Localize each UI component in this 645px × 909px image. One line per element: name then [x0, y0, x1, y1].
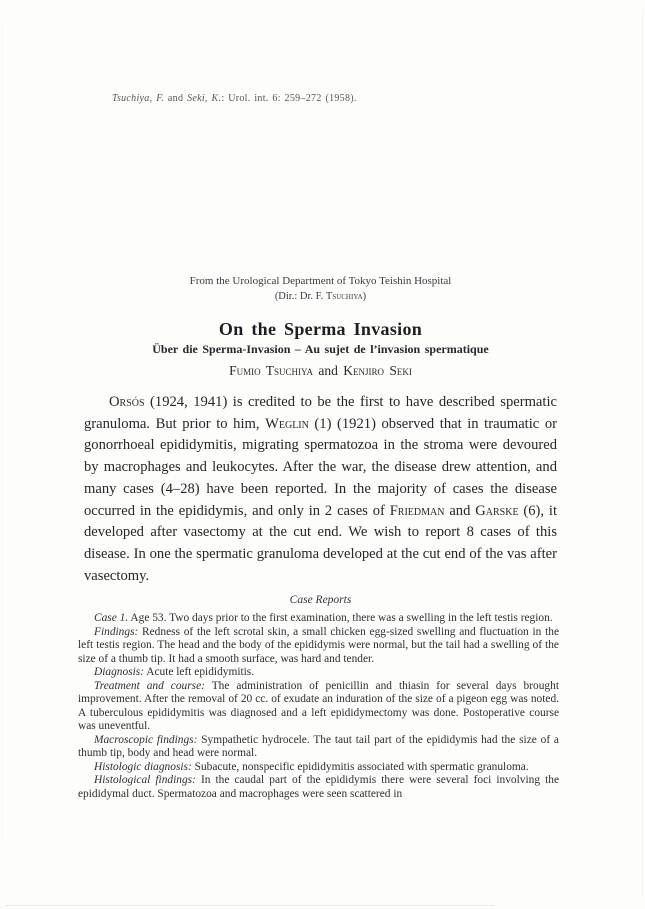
page-edge-artifact-right	[642, 10, 643, 897]
text-segment: Seki, K.	[187, 93, 222, 104]
paragraph-text: Acute left epididymitis.	[144, 666, 255, 679]
case-paragraph	[78, 612, 559, 626]
paragraph-lead: Findings:	[94, 625, 139, 638]
paragraph-lead: Treatment and course:	[94, 679, 205, 692]
intro-paragraph	[84, 392, 557, 587]
paragraph-lead: Diagnosis:	[94, 666, 144, 679]
paragraph-text: Age 53. Two days prior to the first examination, there was a swelling in the left testis region.	[128, 612, 553, 625]
paragraph-text: Redness of the left scrotal skin, a small chicken egg-sized swelling and fluctuation in the left testis region. The head and the body of the epididymis were normal, but the tail had a swelling of the size of a thumb tip. It had a smooth surface, was hard and tender.	[78, 625, 559, 665]
paragraph-lead: Macroscopic findings:	[94, 733, 198, 746]
section-heading-case-reports: Case Reports	[289, 594, 352, 607]
affiliation-block	[84, 274, 557, 304]
page-edge-artifact-left	[2, 25, 3, 839]
case-paragraph	[78, 626, 559, 667]
text-segment: and	[444, 502, 476, 519]
case-paragraph	[78, 734, 559, 761]
text-segment: Weglin	[265, 415, 309, 432]
authors-line	[84, 363, 557, 379]
affiliation-line2	[84, 289, 557, 304]
text-segment: Friedman	[389, 502, 445, 519]
case-paragraph	[78, 774, 559, 801]
paragraph-text: In the caudal part of the epididymis there were several foci involving the epididymal duct. Spermatozoa and macrophages were seen scattered in	[78, 774, 559, 800]
paper-subtitle: Über die Sperma-Invasion – Au sujet de l’invasion spermatique	[152, 342, 489, 356]
text-segment: Garske	[475, 502, 519, 519]
paragraph-text: Sympathetic hydrocele. The taut tail part of the epididymis had the size of a thumb tip, body and head were normal.	[78, 733, 559, 760]
affiliation-line1: From the Urological Department of Tokyo Teishin Hospital	[189, 275, 452, 287]
case-paragraph	[78, 680, 559, 734]
text-segment: Orsós	[109, 394, 145, 410]
case-paragraph	[78, 666, 559, 680]
paragraph-lead: Case 1.	[94, 612, 129, 625]
text-segment: (1) (1921) observed that in traumatic or gonorrhoeal epididymitis, migrating spermatozoa in the stroma were devoured by macrophages and leukocytes. After the war, the disease drew attention, and many cases (4–28) have been reported. In the majority of cases the disease occurred in the epididymis, and only in 2 cases of	[84, 415, 557, 519]
text-segment: )	[362, 291, 367, 302]
paragraph-lead: Histological findings:	[94, 774, 196, 787]
page-bottom-scan-dots	[6, 905, 494, 906]
case-paragraph	[78, 761, 559, 775]
text-segment: Tsuchiya	[325, 291, 363, 302]
text-segment: and	[164, 93, 188, 104]
text-segment: : Urol. int. 6: 259–272 (1958).	[221, 93, 357, 104]
paper-title: On the Sperma Invasion	[218, 319, 423, 339]
paragraph-lead: Histologic diagnosis:	[94, 760, 192, 773]
text-segment: (1924, 1941) is credited to be the first to have described spermatic granuloma. But prior to him,	[84, 394, 557, 432]
text-segment: (Dir.: Dr. F.	[274, 291, 326, 302]
text-segment: Fumio Tsuchiya	[229, 363, 313, 378]
text-segment: and	[313, 363, 344, 378]
case-reports-body	[78, 612, 559, 801]
text-segment: Tsuchiya, F.	[112, 93, 165, 104]
paragraph-text: The administration of penicillin and thiasin for several days brought improvement. After the removal of 20 cc. of exudate an induration of the size of a pigeon egg was noted. A tuberculous epididymitis was diagnosed and a left epididymectomy was done. Postoperative course was uneventful.	[78, 679, 559, 733]
page-content	[78, 0, 559, 801]
text-segment: Kenjiro Seki	[343, 363, 412, 378]
journal-citation	[112, 93, 557, 104]
paragraph-text: Subacute, nonspecific epididymitis associated with spermatic granuloma.	[191, 760, 529, 773]
text-segment: (6), it developed after vasectomy at the cut end. We wish to report 8 cases of this disease. In one the spermatic granuloma developed at the cut end of the vas after vasectomy.	[84, 502, 558, 584]
